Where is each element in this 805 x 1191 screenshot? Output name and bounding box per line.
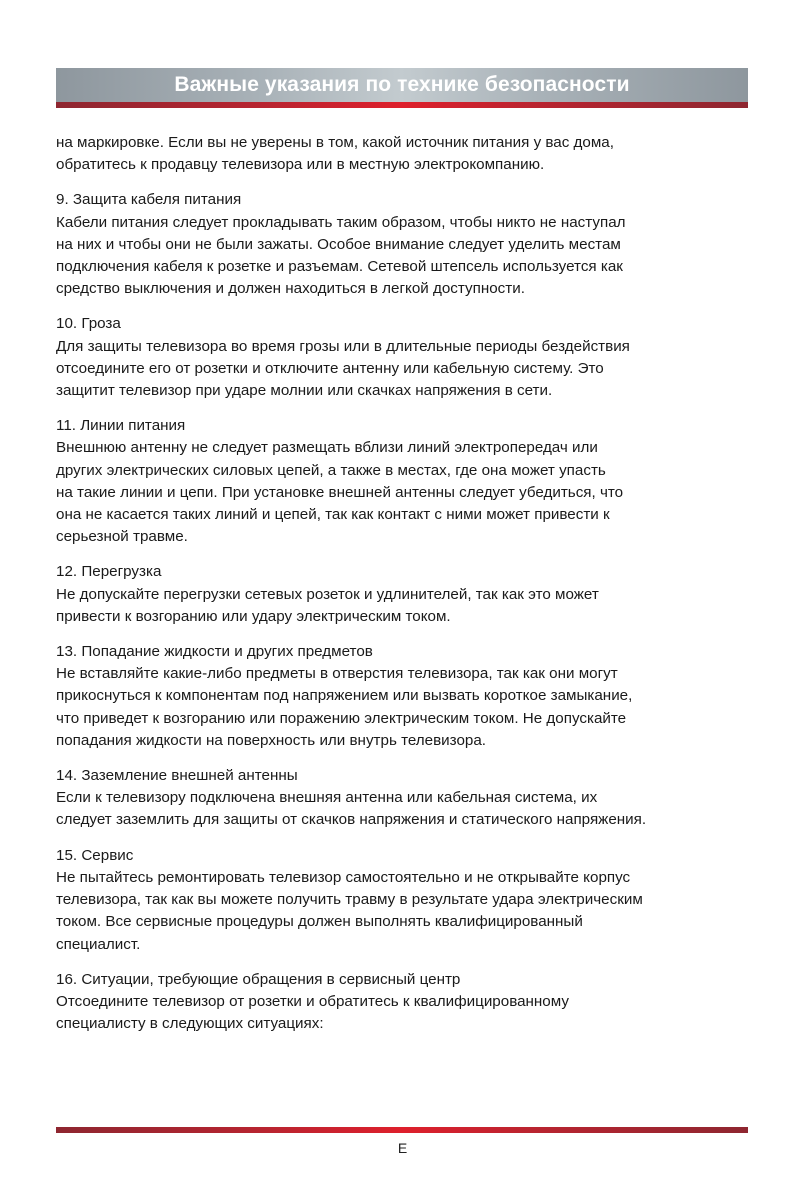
text-line: телевизора, так как вы можете получить травму в результате удара электрическим	[56, 891, 643, 909]
section-service-center-situations	[56, 969, 756, 1036]
text-line: на маркировке. Если вы не уверены в том, какой источник питания у вас дома,	[56, 134, 614, 151]
text-line: защитит телевизор при ударе молнии или скачках напряжения в сети.	[56, 382, 553, 400]
text-line: Если к телевизору подключена внешняя антенна или кабельная система, их	[56, 789, 598, 807]
text-line: она не касается таких линий и цепей, так как контакт с ними может привести к	[56, 506, 610, 524]
text-line: специалисту в следующих ситуациях:	[56, 1015, 324, 1033]
text-line: на такие линии и цепи. При установке внешней антенны следует убедиться, что	[56, 483, 624, 501]
footer-accent-rule	[56, 1127, 748, 1133]
text-line: привести к возгоранию или удару электрическим током.	[56, 607, 451, 625]
section-antenna-grounding	[56, 765, 756, 832]
text-line: специалист.	[56, 935, 141, 953]
text-line: Не допускайте перегрузки сетевых розеток и удлинителей, так как это может	[56, 585, 599, 603]
section-heading: 9. Защита кабеля питания	[56, 191, 242, 209]
section-liquid-and-objects	[56, 641, 756, 752]
header-bar	[56, 68, 748, 102]
section-power-lines	[56, 415, 756, 548]
text-line: Для защиты телевизора во время грозы или в длительные периоды бездействия	[56, 337, 630, 355]
header-accent-rule	[56, 102, 748, 108]
text-line: на них и чтобы они не были зажаты. Особое внимание следует уделить местам	[56, 235, 621, 253]
document-body	[56, 132, 756, 1048]
text-line: следует заземлить для защиты от скачков напряжения и статического напряжения.	[56, 811, 647, 829]
section-heading: 16. Ситуации, требующие обращения в сервисный центр	[56, 970, 461, 988]
intro-paragraph	[56, 132, 756, 176]
section-heading: 14. Заземление внешней антенны	[56, 767, 298, 785]
text-line: Не вставляйте какие-либо предметы в отверстия телевизора, так как они могут	[56, 665, 618, 683]
section-heading: 12. Перегрузка	[56, 563, 162, 581]
text-line: серьезной травме.	[56, 528, 188, 546]
section-overload	[56, 561, 756, 628]
section-heading: 15. Сервис	[56, 846, 134, 864]
text-line: других электрических силовых цепей, а также в местах, где она может упасть	[56, 461, 606, 479]
text-line: подключения кабеля к розетке и разъемам. Сетевой штепсель используется как	[56, 258, 623, 276]
text-line: отсоедините его от розетки и отключите антенну или кабельную систему. Это	[56, 359, 604, 377]
text-line: Не пытайтесь ремонтировать телевизор самостоятельно и не открывайте корпус	[56, 868, 631, 886]
text-line: Внешнюю антенну не следует размещать вблизи линий электропередач или	[56, 439, 598, 457]
section-power-cable-protection	[56, 189, 756, 300]
section-heading: 11. Линии питания	[56, 417, 186, 435]
page-title: Важные указания по технике безопасности	[174, 73, 630, 96]
text-line: Отсоедините телевизор от розетки и обратитесь к квалифицированному	[56, 992, 569, 1010]
section-heading: 10. Гроза	[56, 315, 121, 333]
text-line: что приведет к возгоранию или поражению электрическим током. Не допускайте	[56, 709, 627, 727]
text-line: попадания жидкости на поверхность или внутрь телевизора.	[56, 731, 487, 749]
text-line: прикоснуться к компонентам под напряжением или вызвать короткое замыкание,	[56, 687, 633, 705]
text-line: током. Все сервисные процедуры должен выполнять квалифицированный	[56, 913, 583, 931]
page-marker: E	[397, 1140, 408, 1156]
text-line: средство выключения и должен находиться в легкой доступности.	[56, 280, 525, 298]
section-heading: 13. Попадание жидкости и других предметов	[56, 643, 373, 661]
section-service	[56, 845, 756, 956]
text-line: Кабели питания следует прокладывать таким образом, чтобы никто не наступал	[56, 213, 626, 231]
section-thunderstorm	[56, 313, 756, 402]
text-line: обратитесь к продавцу телевизора или в местную электрокомпанию.	[56, 156, 545, 174]
